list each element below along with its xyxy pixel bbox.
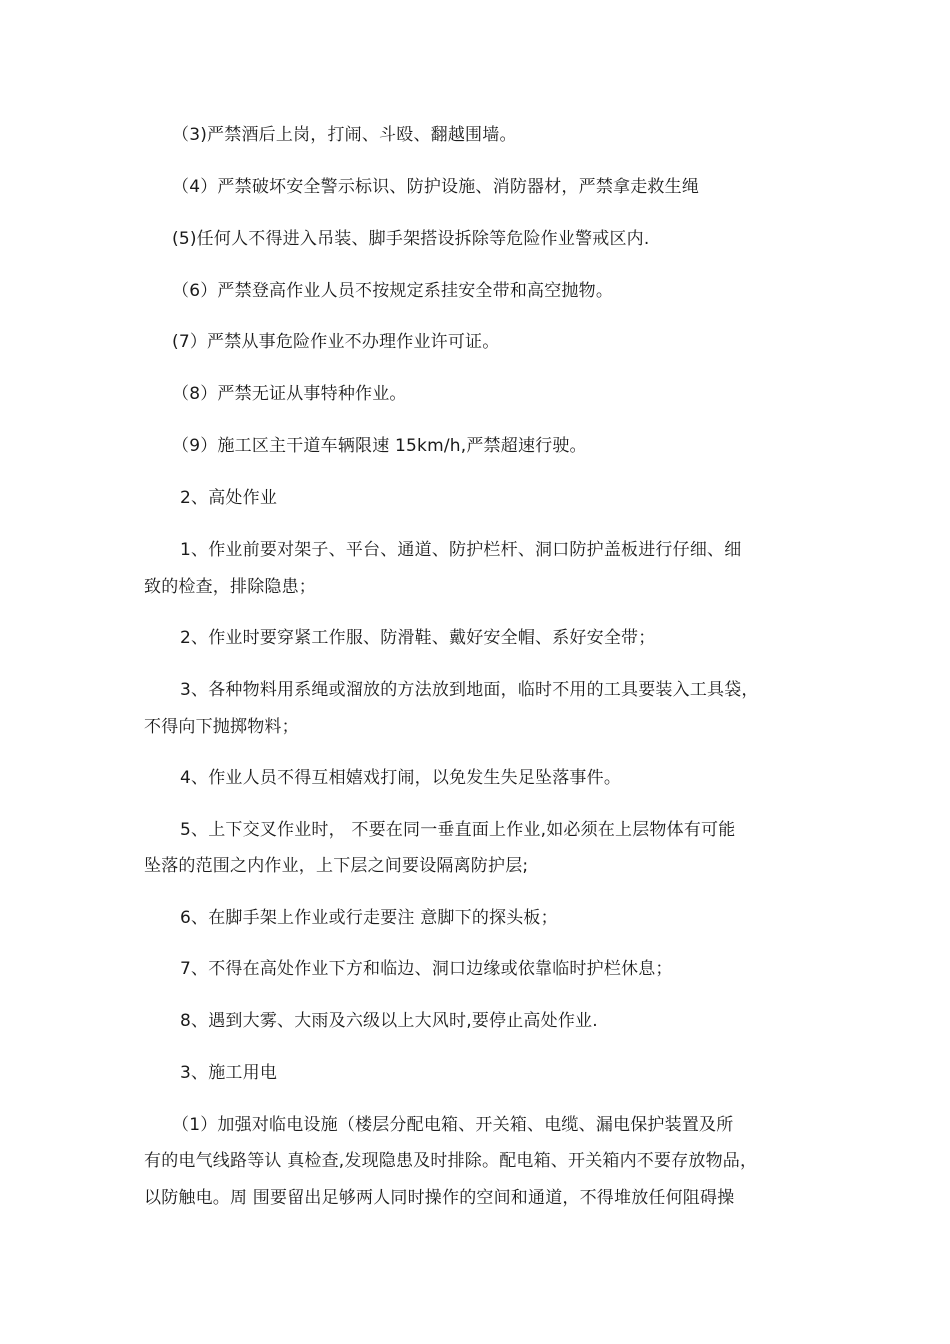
height-item-1-line-1: 1、作业前要对架子、平台、通道、防护栏杆、洞口防护盖板进行仔细、细 xyxy=(180,540,742,560)
height-item-8: 8、遇到大雾、大雨及六级以上大风时,要停止高处作业. xyxy=(180,1011,598,1031)
height-item-2: 2、作业时要穿紧工作服、防滑鞋、戴好安全帽、系好安全带； xyxy=(180,628,656,648)
section-heading-electricity: 3、施工用电 xyxy=(180,1063,278,1083)
height-item-3-line-2: 不得向下抛掷物料； xyxy=(144,717,299,737)
rule-8-certificate: （8）严禁无证从事特种作业。 xyxy=(172,384,407,404)
electricity-item-1-line-2: 有的电气线路等认 真检查,发现隐患及时排除。配电箱、开关箱内不要存放物品， xyxy=(144,1151,758,1171)
rule-7-permit: (7）严禁从事危险作业不办理作业许可证。 xyxy=(172,332,500,352)
height-item-5-line-2: 坠落的范围之内作业，上下层之间要设隔离防护层; xyxy=(144,856,529,876)
height-item-5-line-1: 5、上下交叉作业时， 不要在同一垂直面上作业,如必须在上层物体有可能 xyxy=(180,820,736,840)
height-item-6: 6、在脚手架上作业或行走要注 意脚下的探头板； xyxy=(180,908,558,928)
height-item-3-line-1: 3、各种物料用系绳或溜放的方法放到地面，临时不用的工具要装入工具袋， xyxy=(180,680,759,700)
height-item-4: 4、作业人员不得互相嬉戏打闹，以免发生失足坠落事件。 xyxy=(180,768,622,788)
electricity-item-1-line-3: 以防触电。周 围要留出足够两人同时操作的空间和通道，不得堆放任何阻碍操 xyxy=(144,1188,735,1208)
rule-6-safety-belt: （6）严禁登高作业人员不按规定系挂安全带和高空抛物。 xyxy=(172,281,614,301)
rule-5-no-entry: (5)任何人不得进入吊装、脚手架搭设拆除等危险作业警戒区内. xyxy=(172,229,650,249)
rule-3-no-drinking: （3)严禁酒后上岗，打闹、斗殴、翻越围墙。 xyxy=(172,125,517,145)
height-item-7: 7、不得在高处作业下方和临边、洞口边缘或依靠临时护栏休息； xyxy=(180,959,673,979)
height-item-1-line-2: 致的检查，排除隐患； xyxy=(144,577,316,597)
rule-4-no-damage: （4）严禁破坏安全警示标识、防护设施、消防器材，严禁拿走救生绳 xyxy=(172,177,700,197)
rule-9-speed-limit: （9）施工区主干道车辆限速 15km/h,严禁超速行驶。 xyxy=(172,436,587,456)
section-heading-height-work: 2、高处作业 xyxy=(180,488,278,508)
electricity-item-1-line-1: （1）加强对临电设施（楼层分配电箱、开关箱、电缆、漏电保护装置及所 xyxy=(172,1115,734,1135)
